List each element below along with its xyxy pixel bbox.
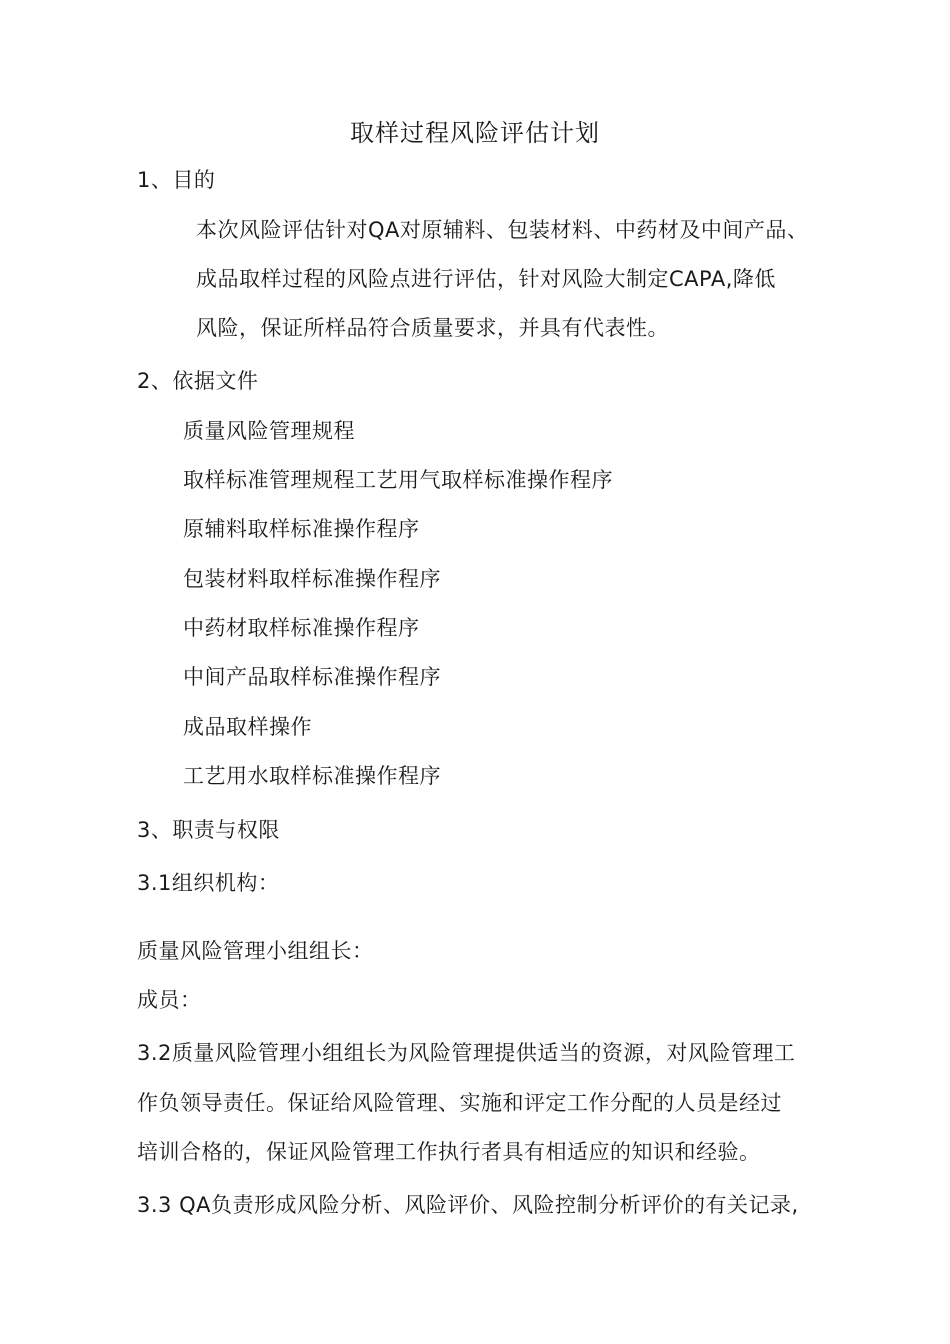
section-3-2-line: 3.2质量风险管理小组组长为风险管理提供适当的资源，对风险管理工 [137,1041,796,1065]
reference-document-item: 包装材料取样标准操作程序 [183,567,441,591]
reference-document-item: 成品取样操作 [183,715,312,739]
risk-team-members-label: 成员： [137,988,202,1012]
section-2-heading: 2、依据文件 [137,369,259,393]
section-3-2-line: 作负领导责任。保证给风险管理、实施和评定工作分配的人员是经过 [137,1091,782,1115]
reference-document-item: 中间产品取样标准操作程序 [183,665,441,689]
reference-document-item: 质量风险管理规程 [183,419,355,443]
section-3-2-line: 培训合格的，保证风险管理工作执行者具有相适应的知识和经验。 [137,1140,761,1164]
reference-document-item: 取样标准管理规程工艺用气取样标准操作程序 [183,468,613,492]
section-3-3-line: 3.3 QA负责形成风险分析、风险评价、风险控制分析评价的有关记录, [137,1193,799,1217]
document-title: 取样过程风险评估计划 [350,119,600,147]
risk-team-leader-label: 质量风险管理小组组长： [137,939,374,963]
section-1-paragraph-line: 本次风险评估针对QA对原辅料、包装材料、中药材及中间产品、 [196,218,809,242]
reference-document-item: 中药材取样标准操作程序 [183,616,420,640]
section-1-paragraph-line: 风险，保证所样品符合质量要求，并具有代表性。 [196,316,669,340]
section-3-1-heading: 3.1组织机构： [137,871,280,895]
section-1-paragraph-line: 成品取样过程的风险点进行评估，针对风险大制定CAPA,降低 [196,267,776,291]
reference-document-item: 原辅料取样标准操作程序 [183,517,420,541]
section-1-heading: 1、目的 [137,168,216,192]
section-3-heading: 3、职责与权限 [137,818,280,842]
reference-document-item: 工艺用水取样标准操作程序 [183,764,441,788]
